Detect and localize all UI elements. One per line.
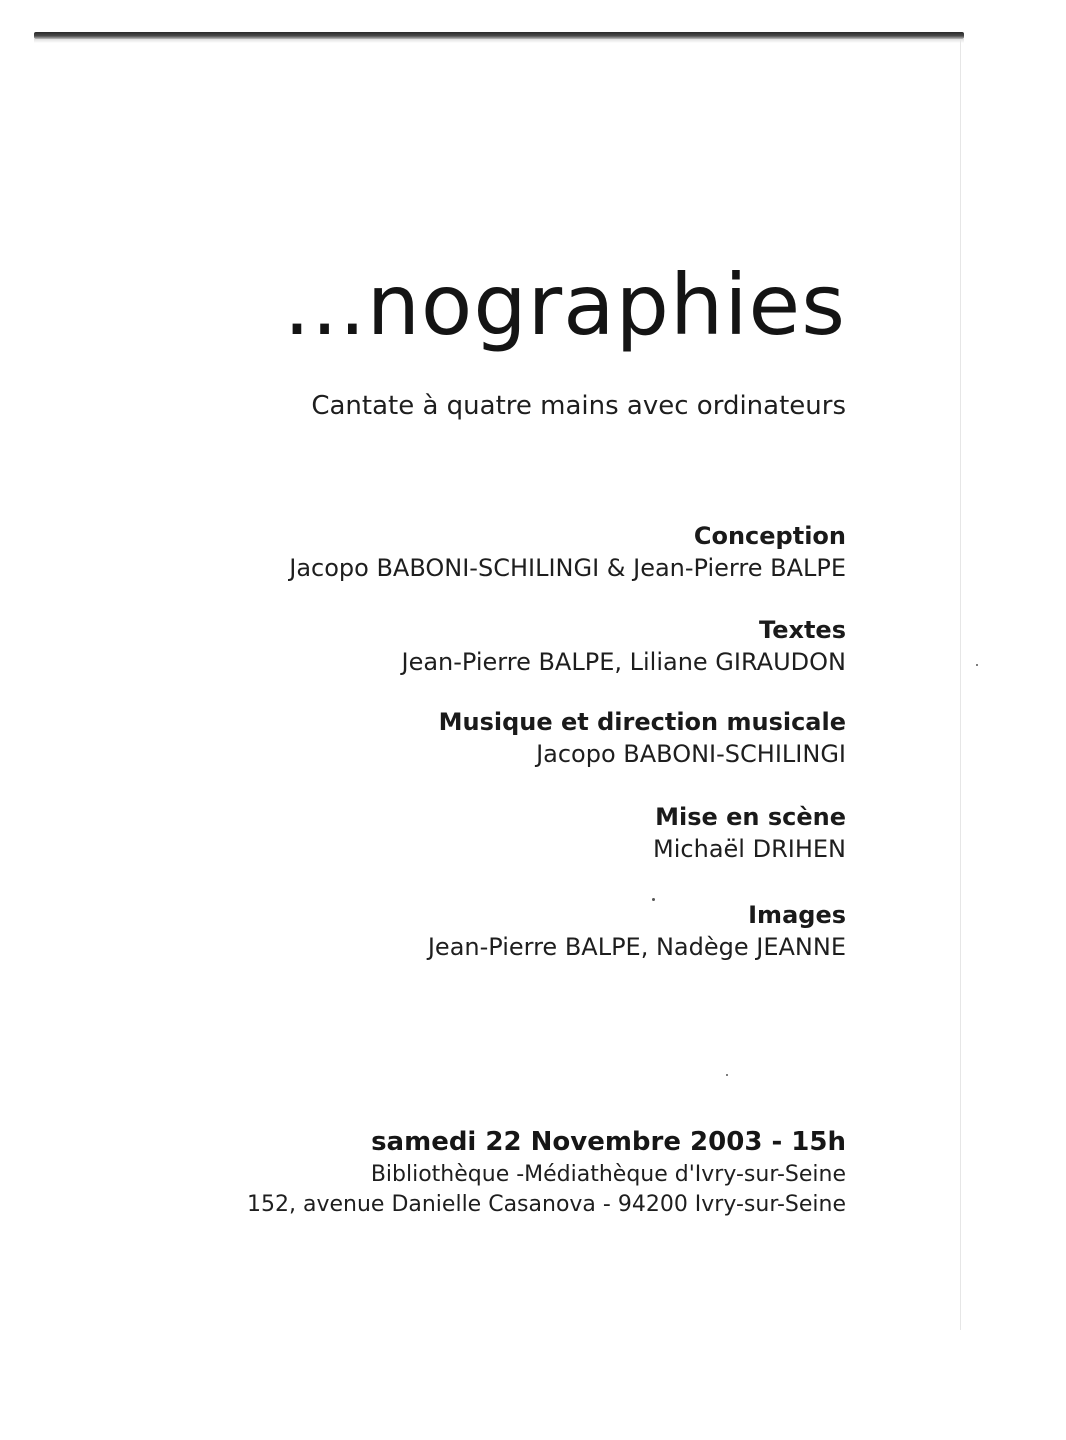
credit-value-images: Jean-Pierre BALPE, Nadège JEANNE	[427, 933, 846, 961]
page-subtitle: Cantate à quatre mains avec ordinateurs	[311, 391, 846, 421]
page-title: ...nographies	[283, 256, 846, 354]
scan-speck	[652, 898, 655, 901]
scan-speck	[976, 664, 978, 666]
sheet-top-shadow	[34, 39, 964, 43]
event-date: samedi 22 Novembre 2003 - 15h	[371, 1127, 846, 1157]
credit-value-musique: Jacopo BABONI-SCHILINGI	[536, 740, 846, 768]
credit-label-musique: Musique et direction musicale	[438, 708, 846, 736]
credit-value-conception: Jacopo BABONI-SCHILINGI & Jean-Pierre BALPE	[289, 554, 846, 582]
event-address: 152, avenue Danielle Casanova - 94200 Ivry-sur-Seine	[247, 1192, 846, 1217]
sheet-top-edge	[34, 32, 964, 39]
event-venue: Bibliothèque -Médiathèque d'Ivry-sur-Seine	[370, 1162, 846, 1187]
credit-label-mise-en-scene: Mise en scène	[655, 803, 846, 831]
credit-label-textes: Textes	[759, 616, 846, 644]
credit-label-conception: Conception	[693, 522, 846, 550]
scan-speck	[726, 1074, 728, 1076]
credit-value-mise-en-scene: Michaël DRIHEN	[653, 835, 846, 863]
sheet-right-edge	[960, 40, 961, 1330]
credit-value-textes: Jean-Pierre BALPE, Liliane GIRAUDON	[401, 648, 846, 676]
credit-label-images: Images	[748, 901, 846, 929]
